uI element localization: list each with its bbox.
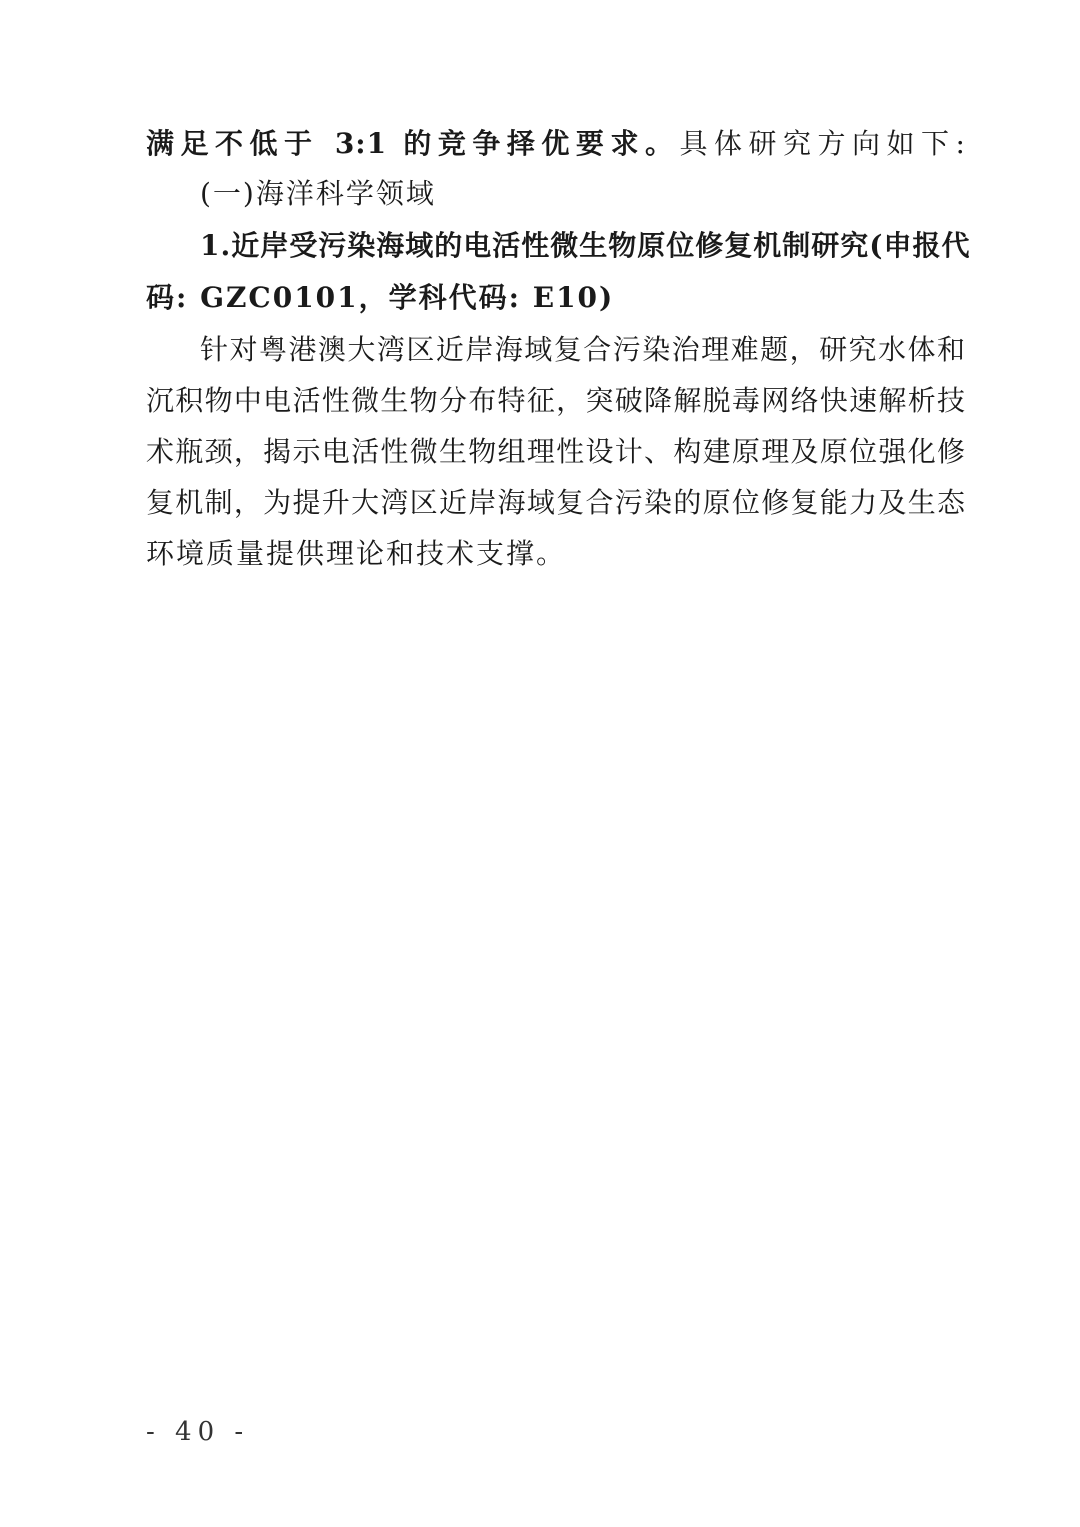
paragraph-line-1 [146, 118, 966, 170]
section-heading: (一)海洋科学领域 [200, 177, 436, 210]
body-line-5: 环境质量提供理论和技术支撑。 [146, 537, 567, 570]
body-line-3: 术瓶颈，揭示电活性微生物组理性设计、构建原理及原位强化修 [146, 435, 966, 468]
body-line-2: 沉积物中电活性微生物分布特征，突破降解脱毒网络快速解析技 [146, 384, 966, 417]
topic-title-line-2: 码: GZC0101，学科代码: E10) [146, 281, 615, 314]
topic-title-line-1: 1.近岸受污染海域的电活性微生物原位修复机制研究(申报代 [200, 229, 971, 262]
body-line-4: 复机制，为提升大湾区近岸海域复合污染的原位修复能力及生态 [146, 486, 966, 519]
bold-text: 满足不低于 3:1 的竞争择优要求。 [146, 127, 680, 160]
body-line-1: 针对粤港澳大湾区近岸海域复合污染治理难题，研究水体和 [200, 333, 966, 366]
page-number: - 40 - [146, 1417, 250, 1447]
normal-text: 具体研究方向如下: [679, 127, 966, 160]
